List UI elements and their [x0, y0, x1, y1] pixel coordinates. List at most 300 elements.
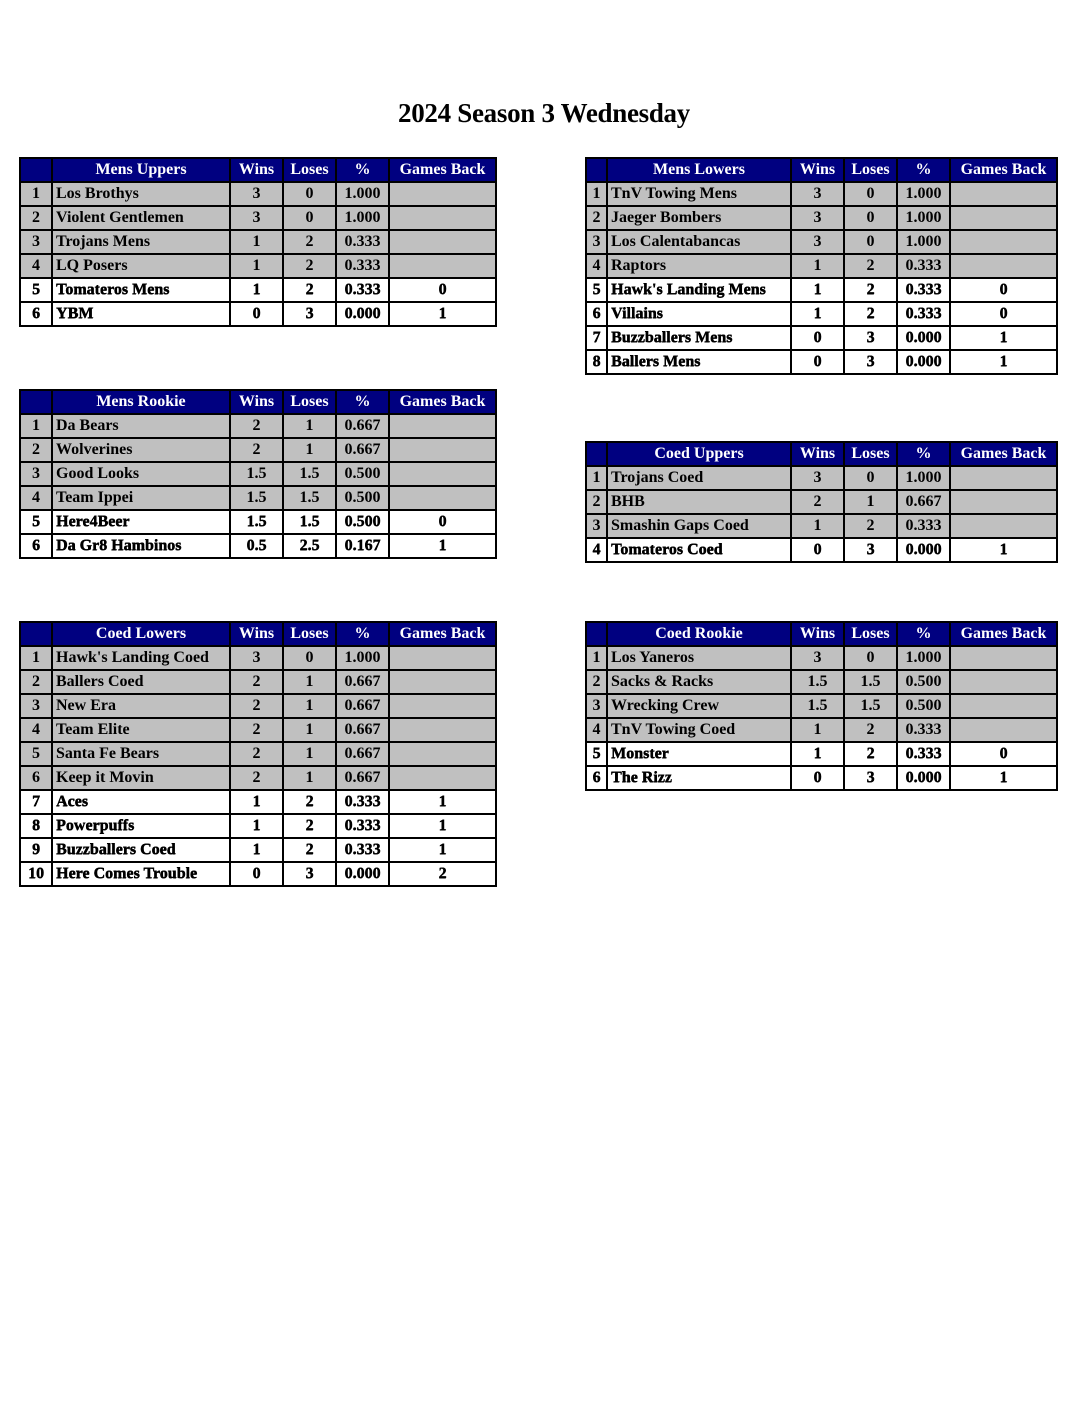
rank-header [586, 622, 607, 646]
standings-row [586, 490, 1057, 514]
standings-row [20, 742, 496, 766]
team-name-cell: Tomateros Coed [607, 538, 791, 562]
rank-cell: 5 [586, 278, 607, 302]
rank-cell: 2 [20, 438, 52, 462]
games-back-cell: 1 [950, 538, 1057, 562]
header-row [20, 158, 496, 182]
standings-row [20, 414, 496, 438]
wins-cell: 1 [230, 838, 283, 862]
pct-cell: 0.333 [897, 278, 950, 302]
games-back-cell [389, 742, 496, 766]
rank-header [20, 390, 52, 414]
wins-cell: 1.5 [791, 694, 844, 718]
loses-cell: 0 [283, 206, 336, 230]
pct-cell: 1.000 [336, 206, 389, 230]
loses-cell: 1.5 [283, 462, 336, 486]
team-name-cell: Buzzballers Mens [607, 326, 791, 350]
rank-cell: 9 [20, 838, 52, 862]
loses-cell: 0 [844, 182, 897, 206]
standings-row [20, 534, 496, 558]
rank-cell: 8 [586, 350, 607, 374]
standings-row [20, 278, 496, 302]
team-name-cell: The Rizz [607, 766, 791, 790]
team-name-cell: Team Ippei [52, 486, 230, 510]
wins-cell: 3 [791, 230, 844, 254]
pct-cell: 0.000 [897, 326, 950, 350]
rank-cell: 5 [20, 742, 52, 766]
standings-row [586, 514, 1057, 538]
pct-cell: 0.333 [336, 254, 389, 278]
loses-cell: 0 [844, 206, 897, 230]
rank-cell: 6 [586, 302, 607, 326]
header-row [586, 442, 1057, 466]
standings-row [586, 278, 1057, 302]
games-back-cell [389, 182, 496, 206]
wins-cell: 1 [230, 230, 283, 254]
division-name: Mens Lowers [607, 158, 791, 182]
pct-cell: 0.333 [336, 790, 389, 814]
pct-header: % [336, 622, 389, 646]
team-name-cell: Ballers Coed [52, 670, 230, 694]
standings-row [20, 814, 496, 838]
wins-cell: 2 [230, 742, 283, 766]
games-back-cell [950, 230, 1057, 254]
rank-cell: 1 [586, 646, 607, 670]
wins-cell: 1.5 [230, 510, 283, 534]
standings-row [20, 694, 496, 718]
rank-cell: 6 [20, 534, 52, 558]
standings-row [20, 254, 496, 278]
loses-cell: 0 [844, 230, 897, 254]
wins-cell: 1 [791, 718, 844, 742]
pct-cell: 0.500 [336, 510, 389, 534]
division-name: Mens Uppers [52, 158, 230, 182]
standings-row [20, 718, 496, 742]
standings-row [20, 462, 496, 486]
wins-cell: 2 [230, 766, 283, 790]
page-title: 2024 Season 3 Wednesday [398, 98, 690, 128]
loses-cell: 1 [844, 490, 897, 514]
standings-row [20, 838, 496, 862]
pct-header: % [336, 158, 389, 182]
wins-cell: 0 [230, 862, 283, 886]
team-name-cell: Santa Fe Bears [52, 742, 230, 766]
games-back-cell [389, 254, 496, 278]
wins-cell: 1.5 [230, 462, 283, 486]
rank-cell: 6 [586, 766, 607, 790]
games-back-cell: 2 [389, 862, 496, 886]
coed-rookie-table [585, 621, 1058, 791]
games-back-cell [950, 514, 1057, 538]
games-back-cell [950, 182, 1057, 206]
games-back-header: Games Back [950, 158, 1057, 182]
wins-cell: 3 [791, 182, 844, 206]
games-back-cell [389, 766, 496, 790]
loses-cell: 1.5 [844, 670, 897, 694]
games-back-header: Games Back [950, 442, 1057, 466]
coed-lowers-table [19, 621, 497, 887]
standings-row [586, 230, 1057, 254]
rank-cell: 4 [586, 718, 607, 742]
standings-row [20, 302, 496, 326]
team-name-cell: Da Bears [52, 414, 230, 438]
team-name-cell: LQ Posers [52, 254, 230, 278]
loses-cell: 2 [283, 790, 336, 814]
rank-header [586, 442, 607, 466]
wins-cell: 1 [791, 302, 844, 326]
rank-cell: 1 [20, 414, 52, 438]
rank-cell: 2 [586, 206, 607, 230]
standings-row [586, 694, 1057, 718]
team-name-cell: Violent Gentlemen [52, 206, 230, 230]
rank-cell: 7 [586, 326, 607, 350]
wins-header: Wins [791, 442, 844, 466]
pct-cell: 1.000 [897, 206, 950, 230]
loses-cell: 2 [844, 278, 897, 302]
mens-uppers-table [19, 157, 497, 327]
loses-cell: 3 [844, 350, 897, 374]
pct-cell: 0.000 [897, 538, 950, 562]
games-back-cell [389, 718, 496, 742]
pct-cell: 0.500 [897, 694, 950, 718]
team-name-cell: YBM [52, 302, 230, 326]
team-name-cell: Buzzballers Coed [52, 838, 230, 862]
team-name-cell: Team Elite [52, 718, 230, 742]
pct-cell: 1.000 [897, 182, 950, 206]
wins-cell: 2 [230, 718, 283, 742]
games-back-cell: 1 [950, 350, 1057, 374]
loses-cell: 2.5 [283, 534, 336, 558]
rank-cell: 7 [20, 790, 52, 814]
standings-row [20, 862, 496, 886]
team-name-cell: Los Calentabancas [607, 230, 791, 254]
standings-row [20, 670, 496, 694]
games-back-cell [389, 462, 496, 486]
loses-cell: 2 [844, 718, 897, 742]
wins-cell: 0.5 [230, 534, 283, 558]
rank-cell: 2 [586, 670, 607, 694]
standings-row [586, 466, 1057, 490]
pct-cell: 0.000 [897, 350, 950, 374]
pct-cell: 0.667 [897, 490, 950, 514]
team-name-cell: BHB [607, 490, 791, 514]
rank-cell: 8 [20, 814, 52, 838]
wins-header: Wins [791, 622, 844, 646]
rank-cell: 4 [20, 718, 52, 742]
games-back-cell [389, 646, 496, 670]
games-back-cell [950, 670, 1057, 694]
rank-cell: 3 [586, 694, 607, 718]
games-back-cell: 0 [950, 302, 1057, 326]
games-back-cell [389, 486, 496, 510]
rank-cell: 2 [586, 490, 607, 514]
rank-cell: 10 [20, 862, 52, 886]
wins-header: Wins [230, 622, 283, 646]
loses-cell: 2 [844, 514, 897, 538]
pct-cell: 0.667 [336, 414, 389, 438]
team-name-cell: Keep it Movin [52, 766, 230, 790]
coed-uppers-table [585, 441, 1058, 563]
standings-row [586, 538, 1057, 562]
games-back-cell [389, 694, 496, 718]
wins-cell: 3 [230, 206, 283, 230]
header-row [20, 390, 496, 414]
games-back-cell: 1 [389, 790, 496, 814]
loses-header: Loses [844, 442, 897, 466]
standings-row [586, 182, 1057, 206]
games-back-cell: 1 [389, 302, 496, 326]
division-name: Coed Rookie [607, 622, 791, 646]
loses-cell: 1 [283, 742, 336, 766]
standings-row [586, 646, 1057, 670]
loses-cell: 1 [283, 718, 336, 742]
wins-cell: 1 [791, 254, 844, 278]
team-name-cell: Da Gr8 Hambinos [52, 534, 230, 558]
loses-header: Loses [283, 390, 336, 414]
team-name-cell: Sacks & Racks [607, 670, 791, 694]
loses-cell: 0 [283, 646, 336, 670]
rank-cell: 1 [20, 646, 52, 670]
mens-rookie-table [19, 389, 497, 559]
standings-row [586, 206, 1057, 230]
rank-cell: 4 [20, 254, 52, 278]
games-back-cell: 0 [950, 278, 1057, 302]
wins-cell: 0 [791, 538, 844, 562]
wins-cell: 1 [230, 814, 283, 838]
pct-cell: 0.667 [336, 766, 389, 790]
team-name-cell: Here Comes Trouble [52, 862, 230, 886]
rank-cell: 5 [20, 510, 52, 534]
games-back-cell: 1 [950, 326, 1057, 350]
loses-header: Loses [283, 158, 336, 182]
standings-row [20, 486, 496, 510]
loses-cell: 1.5 [844, 694, 897, 718]
games-back-cell [950, 694, 1057, 718]
games-back-header: Games Back [950, 622, 1057, 646]
wins-cell: 3 [791, 466, 844, 490]
rank-cell: 6 [20, 302, 52, 326]
games-back-cell [389, 230, 496, 254]
wins-cell: 3 [791, 206, 844, 230]
loses-cell: 2 [283, 838, 336, 862]
pct-cell: 0.333 [897, 514, 950, 538]
rank-cell: 1 [586, 466, 607, 490]
loses-cell: 2 [283, 814, 336, 838]
standings-row [586, 766, 1057, 790]
rank-cell: 1 [586, 182, 607, 206]
wins-header: Wins [230, 390, 283, 414]
loses-header: Loses [283, 622, 336, 646]
games-back-cell: 0 [950, 742, 1057, 766]
loses-cell: 0 [283, 182, 336, 206]
loses-header: Loses [844, 158, 897, 182]
team-name-cell: Jaeger Bombers [607, 206, 791, 230]
team-name-cell: Trojans Mens [52, 230, 230, 254]
rank-header [20, 622, 52, 646]
loses-cell: 1 [283, 414, 336, 438]
loses-cell: 2 [283, 278, 336, 302]
rank-header [586, 158, 607, 182]
games-back-cell [950, 206, 1057, 230]
pct-cell: 0.000 [897, 766, 950, 790]
loses-cell: 1.5 [283, 486, 336, 510]
pct-cell: 0.500 [336, 486, 389, 510]
rank-cell: 3 [586, 514, 607, 538]
team-name-cell: Here4Beer [52, 510, 230, 534]
games-back-cell [950, 490, 1057, 514]
rank-cell: 6 [20, 766, 52, 790]
pct-cell: 0.000 [336, 862, 389, 886]
games-back-cell [389, 438, 496, 462]
team-name-cell: Smashin Gaps Coed [607, 514, 791, 538]
rank-cell: 3 [20, 462, 52, 486]
rank-cell: 5 [586, 742, 607, 766]
rank-cell: 4 [586, 254, 607, 278]
rank-cell: 4 [586, 538, 607, 562]
loses-cell: 2 [283, 254, 336, 278]
team-name-cell: Aces [52, 790, 230, 814]
games-back-cell [389, 670, 496, 694]
wins-cell: 1.5 [791, 670, 844, 694]
wins-cell: 1 [791, 742, 844, 766]
games-back-cell [389, 206, 496, 230]
loses-header: Loses [844, 622, 897, 646]
loses-cell: 3 [844, 766, 897, 790]
loses-cell: 0 [844, 646, 897, 670]
team-name-cell: Trojans Coed [607, 466, 791, 490]
wins-cell: 2 [230, 414, 283, 438]
wins-cell: 0 [791, 766, 844, 790]
team-name-cell: Raptors [607, 254, 791, 278]
loses-cell: 2 [283, 230, 336, 254]
header-row [586, 158, 1057, 182]
wins-cell: 1 [791, 514, 844, 538]
loses-cell: 0 [844, 466, 897, 490]
rank-cell: 2 [20, 670, 52, 694]
pct-cell: 1.000 [897, 466, 950, 490]
standings-row [20, 510, 496, 534]
standings-row [20, 646, 496, 670]
pct-cell: 0.333 [897, 254, 950, 278]
loses-cell: 1.5 [283, 510, 336, 534]
standings-row [586, 718, 1057, 742]
games-back-cell: 1 [389, 838, 496, 862]
standings-row [20, 206, 496, 230]
loses-cell: 3 [844, 538, 897, 562]
games-back-cell [950, 466, 1057, 490]
rank-cell: 3 [586, 230, 607, 254]
pct-cell: 0.333 [336, 230, 389, 254]
games-back-header: Games Back [389, 622, 496, 646]
standings-row [20, 230, 496, 254]
games-back-cell [950, 718, 1057, 742]
wins-cell: 2 [230, 694, 283, 718]
pct-header: % [897, 622, 950, 646]
header-row [586, 622, 1057, 646]
rank-header [20, 158, 52, 182]
team-name-cell: TnV Towing Coed [607, 718, 791, 742]
rank-cell: 3 [20, 230, 52, 254]
games-back-cell: 1 [950, 766, 1057, 790]
loses-cell: 3 [283, 302, 336, 326]
wins-cell: 0 [230, 302, 283, 326]
pct-cell: 0.000 [336, 302, 389, 326]
games-back-cell [950, 254, 1057, 278]
team-name-cell: Ballers Mens [607, 350, 791, 374]
pct-cell: 0.333 [336, 278, 389, 302]
standings-row [586, 302, 1057, 326]
games-back-header: Games Back [389, 158, 496, 182]
loses-cell: 1 [283, 670, 336, 694]
loses-cell: 3 [844, 326, 897, 350]
team-name-cell: Hawk's Landing Coed [52, 646, 230, 670]
rank-cell: 5 [20, 278, 52, 302]
pct-cell: 0.500 [336, 462, 389, 486]
games-back-cell [950, 646, 1057, 670]
wins-cell: 0 [791, 350, 844, 374]
team-name-cell: Hawk's Landing Mens [607, 278, 791, 302]
standings-row [586, 670, 1057, 694]
games-back-cell: 0 [389, 510, 496, 534]
standings-row [20, 766, 496, 790]
loses-cell: 3 [283, 862, 336, 886]
rank-cell: 3 [20, 694, 52, 718]
team-name-cell: Monster [607, 742, 791, 766]
pct-cell: 0.667 [336, 438, 389, 462]
standings-row [20, 438, 496, 462]
wins-cell: 1 [791, 278, 844, 302]
pct-cell: 0.667 [336, 694, 389, 718]
games-back-cell: 0 [389, 278, 496, 302]
header-row [20, 622, 496, 646]
wins-cell: 1 [230, 790, 283, 814]
wins-cell: 2 [230, 670, 283, 694]
team-name-cell: TnV Towing Mens [607, 182, 791, 206]
pct-cell: 0.167 [336, 534, 389, 558]
standings-row [20, 182, 496, 206]
pct-header: % [336, 390, 389, 414]
wins-header: Wins [230, 158, 283, 182]
mens-lowers-table [585, 157, 1058, 375]
team-name-cell: Wrecking Crew [607, 694, 791, 718]
pct-cell: 0.333 [897, 718, 950, 742]
pct-cell: 0.667 [336, 670, 389, 694]
loses-cell: 1 [283, 694, 336, 718]
standings-row [586, 254, 1057, 278]
team-name-cell: Good Looks [52, 462, 230, 486]
team-name-cell: New Era [52, 694, 230, 718]
games-back-cell [389, 414, 496, 438]
standings-row [20, 790, 496, 814]
pct-cell: 1.000 [336, 646, 389, 670]
pct-cell: 1.000 [336, 182, 389, 206]
wins-cell: 2 [791, 490, 844, 514]
wins-cell: 1 [230, 254, 283, 278]
rank-cell: 2 [20, 206, 52, 230]
team-name-cell: Los Brothys [52, 182, 230, 206]
games-back-cell: 1 [389, 814, 496, 838]
pct-header: % [897, 442, 950, 466]
standings-row [586, 350, 1057, 374]
pct-cell: 0.667 [336, 718, 389, 742]
division-name: Mens Rookie [52, 390, 230, 414]
wins-cell: 3 [230, 646, 283, 670]
pct-cell: 0.333 [897, 302, 950, 326]
pct-cell: 0.667 [336, 742, 389, 766]
loses-cell: 1 [283, 766, 336, 790]
division-name: Coed Lowers [52, 622, 230, 646]
wins-cell: 1.5 [230, 486, 283, 510]
